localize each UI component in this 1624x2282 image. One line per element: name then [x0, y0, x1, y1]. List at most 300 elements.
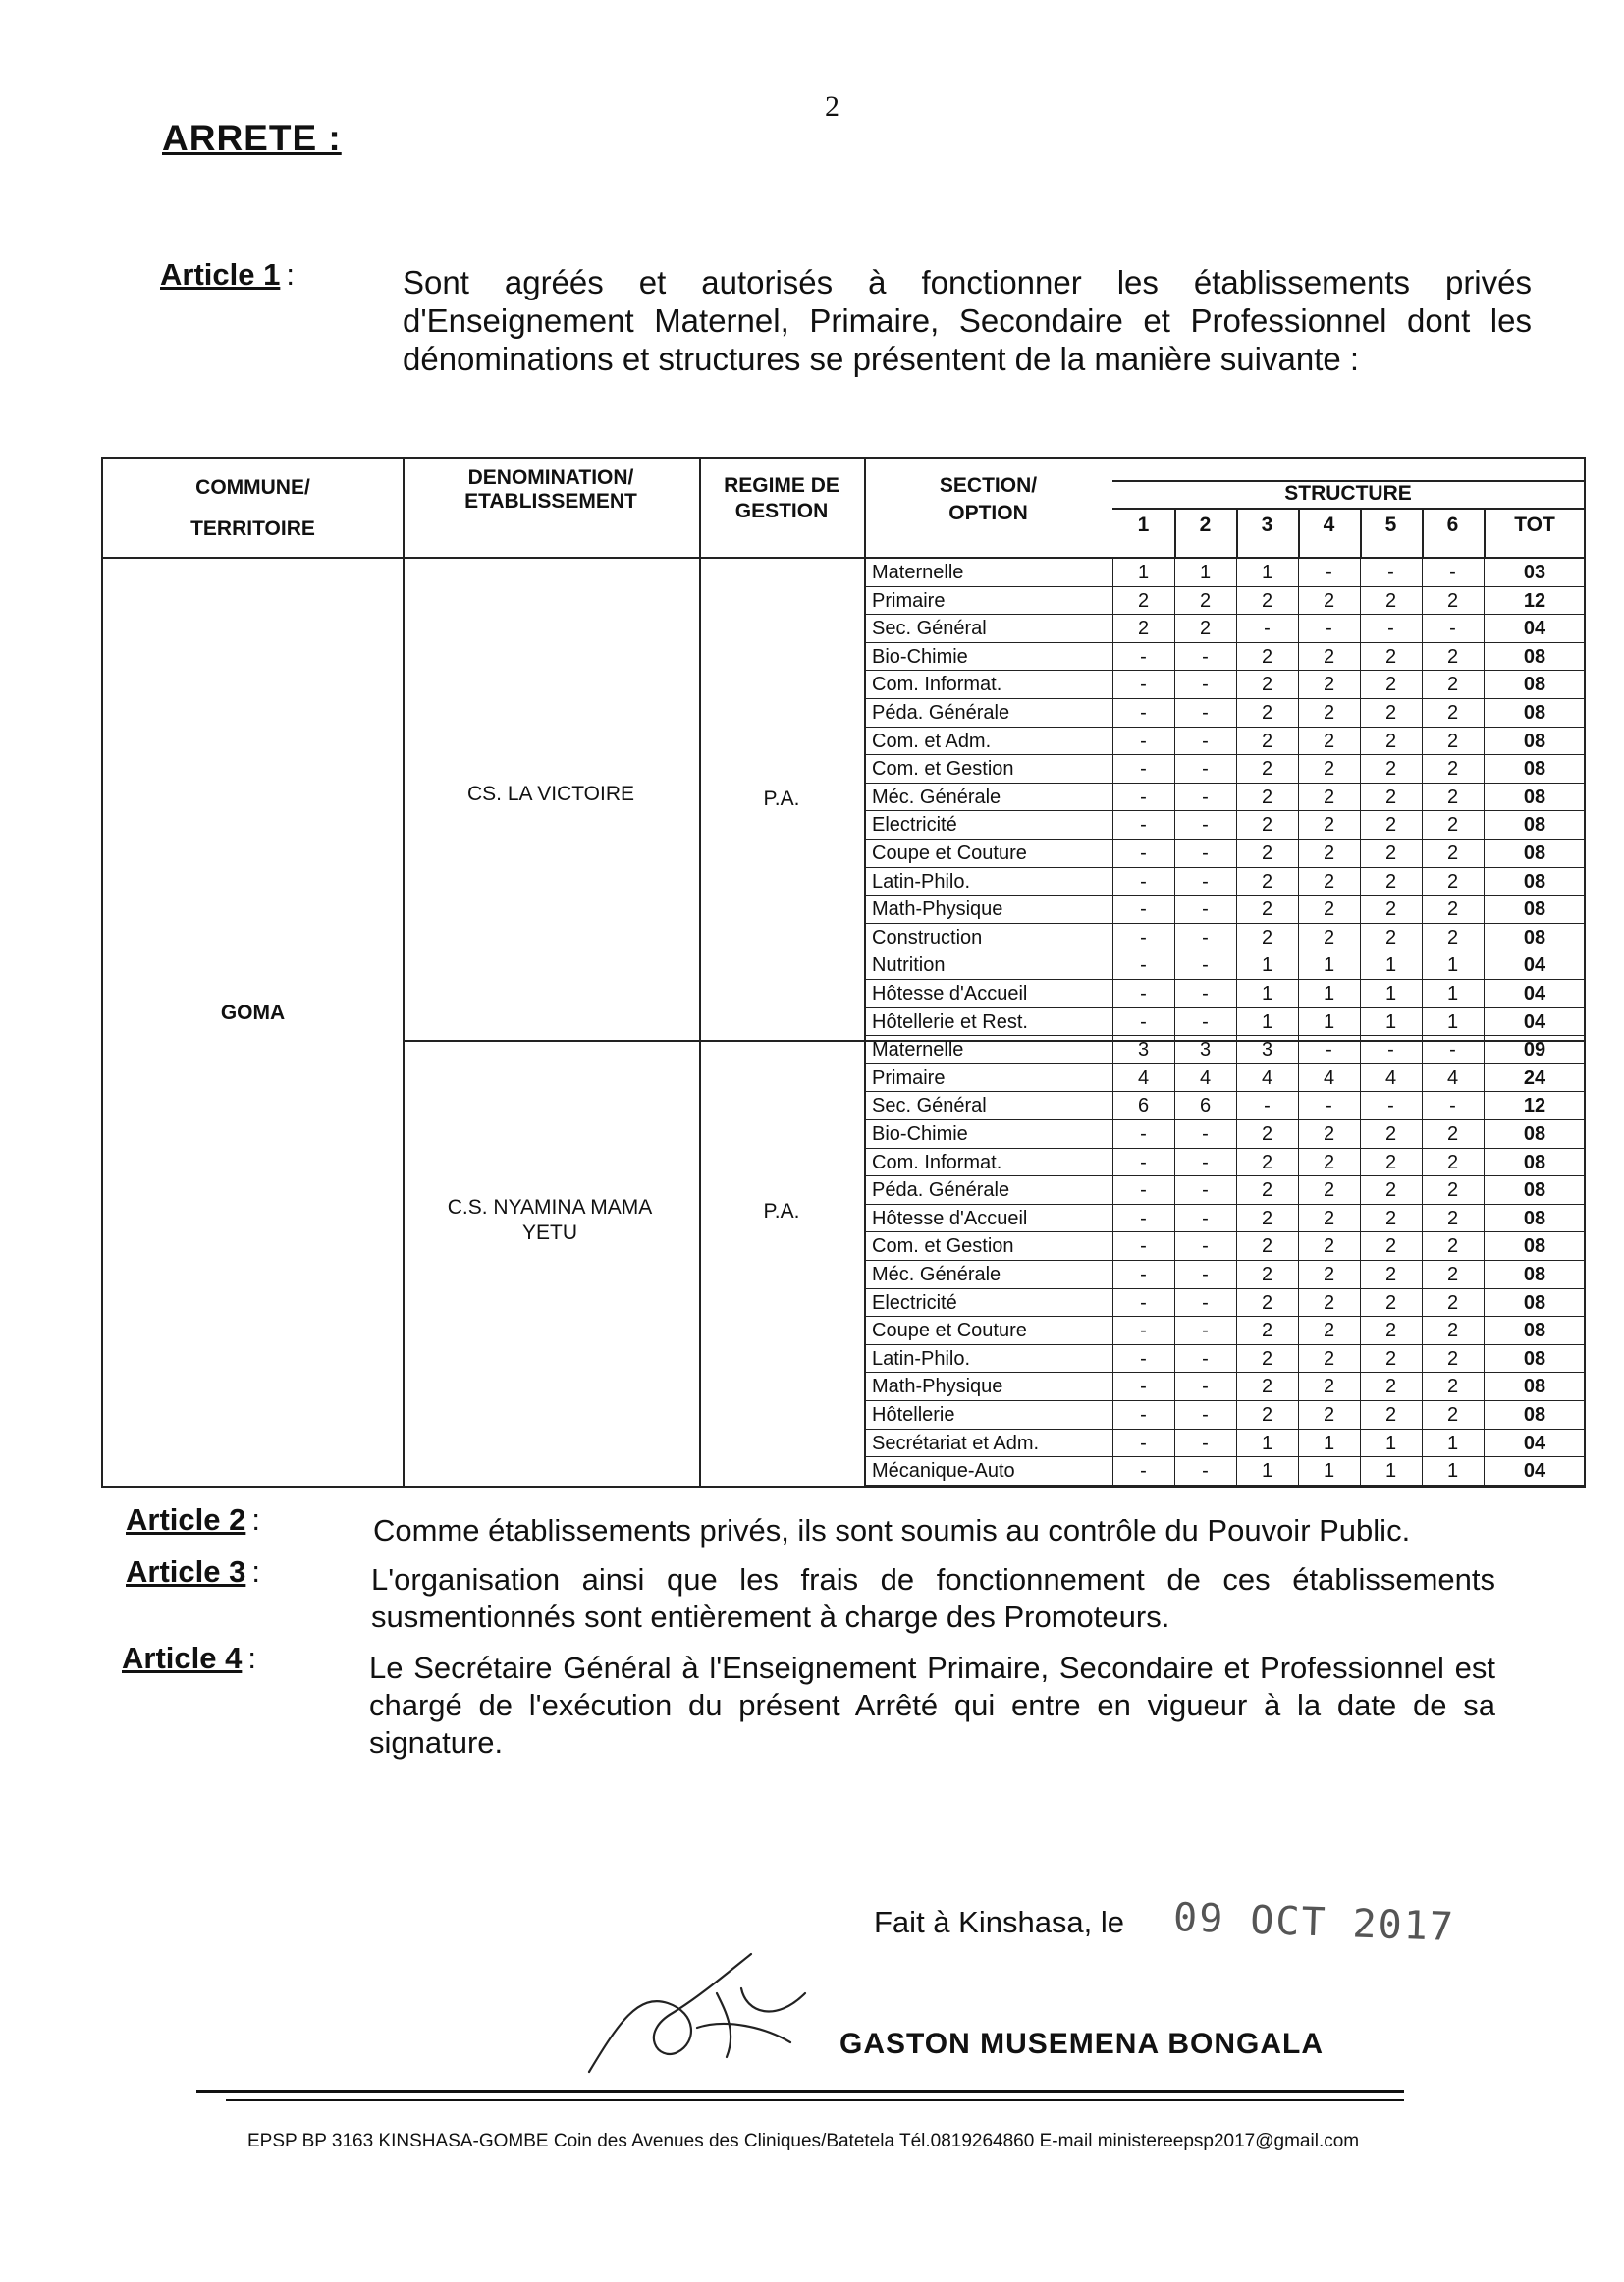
structure-value-3: 2	[1261, 1376, 1273, 1398]
structure-value-2: -	[1202, 1347, 1209, 1370]
school-2-name: C.S. NYAMINA MAMA YETU	[447, 1196, 653, 1244]
signature-place: Fait à Kinshasa, le	[874, 1905, 1125, 1939]
commune-goma: GOMA	[220, 1002, 286, 1024]
structure-value-2: -	[1202, 1179, 1209, 1202]
article-2-text: Comme établissements privés, ils sont soumis au contrôle du Pouvoir Public.	[373, 1513, 1411, 1548]
structure-value-6: 2	[1446, 1151, 1459, 1173]
footer-rule-thin	[226, 2099, 1404, 2101]
structure-value-4: 2	[1323, 730, 1335, 752]
structure-total: 12	[1523, 1095, 1546, 1117]
structure-value-5: 2	[1384, 870, 1397, 893]
table-row	[864, 1205, 1586, 1233]
structure-value-6: 2	[1446, 645, 1459, 668]
structure-value-4: -	[1326, 618, 1332, 640]
structure-total: 08	[1523, 645, 1546, 668]
structure-total: 08	[1523, 1123, 1546, 1145]
structure-value-4: 1	[1323, 983, 1335, 1005]
structure-value-4: 2	[1323, 1264, 1335, 1285]
structure-value-3: 2	[1261, 1235, 1273, 1258]
structure-value-5: 2	[1384, 1207, 1397, 1229]
header-section: SECTION/	[939, 474, 1038, 497]
structure-value-2: -	[1202, 1291, 1209, 1314]
structure-value-6: 2	[1446, 1123, 1459, 1145]
structure-value-1: -	[1140, 1010, 1147, 1033]
table-row	[864, 587, 1586, 616]
structure-col-header-4: 4	[1323, 514, 1335, 536]
structure-value-1: -	[1140, 1376, 1147, 1398]
structure-value-1: -	[1140, 1151, 1147, 1173]
structure-value-4: 2	[1323, 1123, 1335, 1145]
structure-total: 08	[1523, 1320, 1546, 1342]
option-label: Nutrition	[872, 954, 946, 977]
structure-value-2: -	[1202, 954, 1209, 977]
table-row	[864, 1289, 1586, 1318]
school-1-regime: P.A.	[763, 788, 800, 810]
structure-value-1: -	[1140, 1264, 1147, 1285]
structure-value-4: 2	[1323, 1320, 1335, 1342]
structure-value-6: 2	[1446, 702, 1459, 724]
arrete-heading: ARRETE :	[162, 118, 342, 158]
structure-value-4: 2	[1323, 1207, 1335, 1229]
structure-total: 09	[1523, 1039, 1546, 1061]
structure-value-5: 4	[1384, 1066, 1397, 1089]
structure-value-1: -	[1140, 870, 1147, 893]
structure-value-4: 2	[1323, 1347, 1335, 1370]
option-label: Bio-Chimie	[872, 645, 968, 668]
structure-value-1: 2	[1137, 618, 1150, 640]
date-stamp: 09 OCT 2017	[1172, 1895, 1456, 1950]
structure-total: 08	[1523, 674, 1546, 696]
structure-value-1: -	[1140, 983, 1147, 1005]
structure-value-1: -	[1140, 1432, 1147, 1454]
table-row	[864, 1373, 1586, 1401]
option-label: Sec. Général	[872, 618, 987, 640]
structure-value-1: -	[1140, 1235, 1147, 1258]
structure-value-5: 1	[1384, 1432, 1397, 1454]
structure-value-2: -	[1202, 1320, 1209, 1342]
structure-value-5: -	[1387, 1095, 1394, 1117]
header-regime: REGIME DE	[724, 474, 839, 497]
structure-value-4: 2	[1323, 589, 1335, 612]
structure-value-2: -	[1202, 1404, 1209, 1426]
article-1-colon: :	[286, 257, 295, 292]
structure-value-4: 2	[1323, 1179, 1335, 1202]
table-row	[864, 1457, 1586, 1486]
structure-value-2: -	[1202, 1376, 1209, 1398]
table-row	[864, 615, 1586, 643]
table-row	[864, 951, 1586, 980]
structure-col-header-tot: TOT	[1514, 514, 1555, 536]
structure-value-6: 2	[1446, 870, 1459, 893]
option-label: Sec. Général	[872, 1095, 987, 1117]
structure-value-3: 2	[1261, 1347, 1273, 1370]
structure-value-3: 3	[1261, 1039, 1273, 1061]
structure-value-2: -	[1202, 1264, 1209, 1285]
table-row	[864, 784, 1586, 812]
option-label: Hôtellerie	[872, 1404, 955, 1426]
structure-value-6: 1	[1446, 1432, 1459, 1454]
option-label: Méc. Générale	[872, 786, 1001, 808]
structure-value-1: -	[1140, 842, 1147, 864]
article-1-label	[160, 257, 295, 293]
structure-value-1: 2	[1137, 589, 1150, 612]
structure-value-5: 2	[1384, 786, 1397, 808]
table-row	[864, 755, 1586, 784]
option-label: Com. et Gestion	[872, 758, 1014, 781]
structure-value-1: -	[1140, 1404, 1147, 1426]
structure-value-4: 2	[1323, 1404, 1335, 1426]
option-label: Hôtellerie et Rest.	[872, 1010, 1028, 1033]
school-2-regime: P.A.	[763, 1200, 800, 1222]
structure-value-4: 2	[1323, 926, 1335, 949]
structure-value-6: 2	[1446, 1347, 1459, 1370]
structure-value-3: 2	[1261, 1320, 1273, 1342]
structure-total: 08	[1523, 1404, 1546, 1426]
table-row	[864, 868, 1586, 896]
table-row	[864, 1232, 1586, 1261]
structure-value-1: -	[1140, 1123, 1147, 1145]
option-label: Primaire	[872, 589, 946, 612]
structure-value-2: -	[1202, 730, 1209, 752]
structure-total: 08	[1523, 702, 1546, 724]
option-label: Hôtesse d'Accueil	[872, 983, 1028, 1005]
structure-total: 12	[1523, 589, 1546, 612]
option-label: Electricité	[872, 814, 957, 837]
structure-value-1: 4	[1137, 1066, 1150, 1089]
structure-value-3: 2	[1261, 730, 1273, 752]
structure-value-3: 2	[1261, 1207, 1273, 1229]
article-1-title: Article 1	[160, 257, 281, 292]
structure-value-4: 2	[1323, 1291, 1335, 1314]
structure-value-5: -	[1387, 562, 1394, 583]
structure-value-2: -	[1202, 898, 1209, 921]
table-row	[864, 980, 1586, 1008]
option-label: Com. et Adm.	[872, 730, 992, 752]
structure-value-2: -	[1202, 674, 1209, 696]
structure-value-6: 2	[1446, 898, 1459, 921]
structure-value-5: 2	[1384, 1347, 1397, 1370]
structure-value-5: -	[1387, 1039, 1394, 1061]
table-row	[864, 811, 1586, 840]
structure-total: 08	[1523, 1376, 1546, 1398]
structure-value-4: 2	[1323, 1376, 1335, 1398]
structure-value-1: -	[1140, 1320, 1147, 1342]
structure-value-3: 1	[1261, 983, 1273, 1005]
table-row	[864, 671, 1586, 699]
structure-value-2: 3	[1199, 1039, 1212, 1061]
structure-col-header-1: 1	[1137, 514, 1150, 536]
structure-value-3: 2	[1261, 898, 1273, 921]
table-row	[864, 728, 1586, 756]
structure-value-1: -	[1140, 898, 1147, 921]
option-label: Math-Physique	[872, 1376, 1003, 1398]
structure-value-4: 2	[1323, 758, 1335, 781]
structure-total: 08	[1523, 1347, 1546, 1370]
table-row	[864, 896, 1586, 924]
structure-value-1: 1	[1137, 562, 1150, 583]
structure-value-3: 1	[1261, 954, 1273, 977]
structure-value-4: 2	[1323, 870, 1335, 893]
structure-value-1: -	[1140, 1460, 1147, 1483]
structure-value-5: -	[1387, 618, 1394, 640]
article-4-title: Article 4	[122, 1641, 243, 1675]
structure-value-5: 2	[1384, 1404, 1397, 1426]
header-option: OPTION	[948, 502, 1028, 524]
structure-value-5: 2	[1384, 589, 1397, 612]
table-row	[864, 1120, 1586, 1149]
structure-value-5: 1	[1384, 1010, 1397, 1033]
structure-value-4: 2	[1323, 898, 1335, 921]
structure-value-4: 2	[1323, 674, 1335, 696]
structure-value-1: -	[1140, 1179, 1147, 1202]
school-1-name: CS. LA VICTOIRE	[467, 783, 634, 805]
structure-value-2: -	[1202, 1432, 1209, 1454]
structure-value-5: 1	[1384, 954, 1397, 977]
structure-value-3: -	[1264, 1095, 1271, 1117]
structure-value-5: 2	[1384, 1123, 1397, 1145]
structure-value-2: -	[1202, 1235, 1209, 1258]
structure-value-2: 1	[1199, 562, 1212, 583]
structure-value-5: 2	[1384, 1235, 1397, 1258]
structure-value-3: 1	[1261, 1010, 1273, 1033]
structure-value-6: 2	[1446, 1404, 1459, 1426]
structure-total: 04	[1523, 983, 1546, 1005]
structure-value-6: -	[1449, 1095, 1456, 1117]
article-3-colon: :	[251, 1554, 260, 1589]
structure-value-3: 2	[1261, 645, 1273, 668]
structure-value-5: 2	[1384, 1179, 1397, 1202]
structure-value-3: 2	[1261, 814, 1273, 837]
structure-table	[101, 457, 1586, 1488]
structure-value-3: 1	[1261, 1460, 1273, 1483]
structure-total: 08	[1523, 1235, 1546, 1258]
structure-value-3: 2	[1261, 926, 1273, 949]
structure-value-5: 2	[1384, 702, 1397, 724]
structure-col-header-5: 5	[1384, 514, 1397, 536]
structure-value-2: 2	[1199, 618, 1212, 640]
structure-value-2: -	[1202, 758, 1209, 781]
structure-value-6: 2	[1446, 1291, 1459, 1314]
structure-value-4: -	[1326, 1095, 1332, 1117]
option-label: Latin-Philo.	[872, 1347, 971, 1370]
article-4-text: Le Secrétaire Général à l'Enseignement Primaire, Secondaire et Professionnel est chargé de l'exécution du présent Arrêté qui entre en vigueur à la date de sa signature.	[369, 1651, 1495, 1760]
structure-value-6: 2	[1446, 674, 1459, 696]
structure-total: 03	[1523, 562, 1546, 583]
article-1-text: Sont agréés et autorisés à fonctionner les établissements privés d'Enseignement Maternel, Primaire, Secondaire et Professionnel dont les dénominations et structures se présentent de la manière suivante :	[403, 264, 1532, 377]
structure-value-5: 2	[1384, 758, 1397, 781]
signer-name: GASTON MUSEMENA BONGALA	[839, 2028, 1325, 2060]
structure-total: 08	[1523, 730, 1546, 752]
article-4-colon: :	[247, 1641, 256, 1675]
structure-value-3: 2	[1261, 674, 1273, 696]
structure-total: 08	[1523, 898, 1546, 921]
structure-value-3: 2	[1261, 870, 1273, 893]
option-label: Math-Physique	[872, 898, 1003, 921]
structure-value-3: 2	[1261, 758, 1273, 781]
structure-value-6: 1	[1446, 1010, 1459, 1033]
structure-value-6: 1	[1446, 954, 1459, 977]
structure-value-6: 2	[1446, 1376, 1459, 1398]
header-commune: COMMUNE/	[195, 476, 310, 499]
table-row	[864, 924, 1586, 952]
structure-value-6: 2	[1446, 758, 1459, 781]
option-label: Com. Informat.	[872, 1151, 1002, 1173]
header-etablissement: ETABLISSEMENT	[464, 490, 637, 513]
table-row	[864, 643, 1586, 672]
structure-value-4: -	[1326, 1039, 1332, 1061]
article-2-title: Article 2	[126, 1502, 246, 1537]
structure-total: 08	[1523, 1264, 1546, 1285]
structure-value-2: -	[1202, 1123, 1209, 1145]
structure-value-5: 2	[1384, 842, 1397, 864]
option-label: Mécanique-Auto	[872, 1460, 1015, 1483]
header-denomination: DENOMINATION/	[467, 466, 634, 489]
option-label: Péda. Générale	[872, 702, 1010, 724]
structure-total: 08	[1523, 926, 1546, 949]
structure-value-6: 2	[1446, 1235, 1459, 1258]
table-row	[864, 1064, 1586, 1093]
structure-value-6: 2	[1446, 786, 1459, 808]
structure-value-3: 1	[1261, 1432, 1273, 1454]
structure-value-2: 6	[1199, 1095, 1212, 1117]
article-4-label	[122, 1641, 256, 1676]
structure-value-2: -	[1202, 870, 1209, 893]
structure-value-4: 2	[1323, 1235, 1335, 1258]
structure-col-header-2: 2	[1199, 514, 1212, 536]
table-row	[864, 1036, 1586, 1064]
structure-total: 08	[1523, 1207, 1546, 1229]
structure-value-6: -	[1449, 1039, 1456, 1061]
structure-value-1: -	[1140, 645, 1147, 668]
article-3-title: Article 3	[126, 1554, 246, 1589]
structure-value-5: 2	[1384, 814, 1397, 837]
structure-value-2: -	[1202, 702, 1209, 724]
structure-value-3: 2	[1261, 1291, 1273, 1314]
structure-value-6: 2	[1446, 814, 1459, 837]
structure-value-6: 2	[1446, 842, 1459, 864]
structure-value-1: -	[1140, 1347, 1147, 1370]
article-2-label	[126, 1502, 260, 1538]
structure-value-6: 2	[1446, 1264, 1459, 1285]
table-row	[864, 699, 1586, 728]
structure-value-2: -	[1202, 842, 1209, 864]
structure-value-5: 2	[1384, 898, 1397, 921]
header-territoire: TERRITOIRE	[190, 517, 315, 540]
structure-value-1: -	[1140, 954, 1147, 977]
structure-total: 04	[1523, 954, 1546, 977]
structure-value-5: 2	[1384, 1151, 1397, 1173]
structure-value-1: -	[1140, 702, 1147, 724]
structure-value-3: 2	[1261, 1264, 1273, 1285]
structure-value-4: 2	[1323, 814, 1335, 837]
structure-value-5: 2	[1384, 730, 1397, 752]
structure-value-1: -	[1140, 926, 1147, 949]
table-row	[864, 1430, 1586, 1458]
structure-total: 08	[1523, 814, 1546, 837]
table-row	[864, 1008, 1586, 1037]
structure-total: 08	[1523, 1291, 1546, 1314]
table-row	[864, 1092, 1586, 1120]
option-label: Construction	[872, 926, 983, 949]
article-3-text: L'organisation ainsi que les frais de fonctionnement de ces établissements susmentionnés sont entièrement à charge des Promoteurs.	[371, 1562, 1495, 1634]
structure-value-2: -	[1202, 1460, 1209, 1483]
table-row	[864, 1317, 1586, 1345]
structure-value-4: -	[1326, 562, 1332, 583]
structure-value-2: -	[1202, 926, 1209, 949]
structure-value-4: 2	[1323, 702, 1335, 724]
structure-grid	[864, 559, 1586, 1486]
option-label: Latin-Philo.	[872, 870, 971, 893]
structure-value-4: 1	[1323, 954, 1335, 977]
structure-value-4: 2	[1323, 1151, 1335, 1173]
option-label: Hôtesse d'Accueil	[872, 1207, 1028, 1229]
structure-value-4: 4	[1323, 1066, 1335, 1089]
option-label: Maternelle	[872, 562, 964, 583]
structure-value-6: 4	[1446, 1066, 1459, 1089]
structure-total: 04	[1523, 1432, 1546, 1454]
structure-value-6: 1	[1446, 983, 1459, 1005]
footer-rule-thick	[196, 2090, 1404, 2093]
structure-value-4: 1	[1323, 1460, 1335, 1483]
structure-value-2: -	[1202, 814, 1209, 837]
structure-value-1: -	[1140, 730, 1147, 752]
structure-value-6: 2	[1446, 1320, 1459, 1342]
structure-value-6: 2	[1446, 926, 1459, 949]
structure-value-6: 1	[1446, 1460, 1459, 1483]
structure-value-2: 4	[1199, 1066, 1212, 1089]
structure-value-1: 3	[1137, 1039, 1150, 1061]
table-row	[864, 1149, 1586, 1177]
structure-value-5: 2	[1384, 645, 1397, 668]
option-label: Com. et Gestion	[872, 1235, 1014, 1258]
option-label: Bio-Chimie	[872, 1123, 968, 1145]
structure-total: 04	[1523, 618, 1546, 640]
structure-value-3: 2	[1261, 702, 1273, 724]
structure-value-5: 2	[1384, 1291, 1397, 1314]
structure-value-1: -	[1140, 674, 1147, 696]
option-label: Péda. Générale	[872, 1179, 1010, 1202]
structure-col-header-3: 3	[1261, 514, 1273, 536]
structure-value-6: -	[1449, 618, 1456, 640]
structure-value-3: 2	[1261, 786, 1273, 808]
structure-total: 08	[1523, 1151, 1546, 1173]
structure-value-3: 2	[1261, 589, 1273, 612]
structure-total: 08	[1523, 870, 1546, 893]
structure-value-3: 2	[1261, 1151, 1273, 1173]
option-label: Coupe et Couture	[872, 842, 1027, 864]
table-row	[864, 1261, 1586, 1289]
table-row	[864, 840, 1586, 868]
structure-value-3: 2	[1261, 842, 1273, 864]
structure-total: 24	[1523, 1066, 1546, 1089]
structure-value-5: 2	[1384, 1264, 1397, 1285]
table-row	[864, 1345, 1586, 1374]
structure-value-6: 2	[1446, 589, 1459, 612]
structure-value-1: -	[1140, 1291, 1147, 1314]
structure-total: 04	[1523, 1460, 1546, 1483]
structure-value-2: -	[1202, 1010, 1209, 1033]
structure-value-4: 1	[1323, 1010, 1335, 1033]
structure-value-3: 2	[1261, 1179, 1273, 1202]
structure-value-5: 2	[1384, 1376, 1397, 1398]
article-2-colon: :	[251, 1502, 260, 1537]
structure-value-2: 2	[1199, 589, 1212, 612]
structure-value-5: 2	[1384, 1320, 1397, 1342]
structure-value-1: -	[1140, 758, 1147, 781]
option-label: Méc. Générale	[872, 1264, 1001, 1285]
option-label: Primaire	[872, 1066, 946, 1089]
table-row	[864, 559, 1586, 587]
